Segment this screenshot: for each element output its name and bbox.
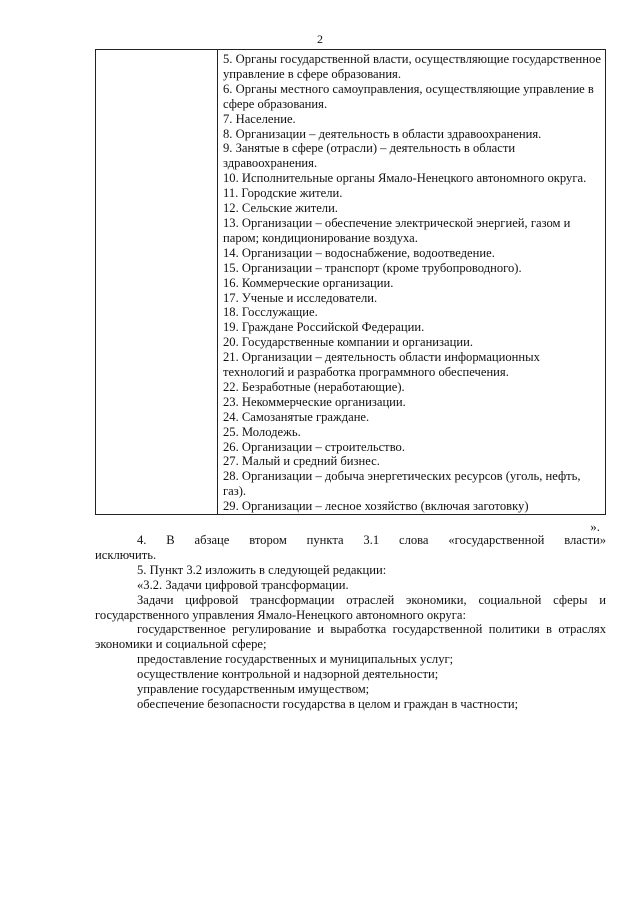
table-item: 13. Организации – обеспечение электрической энергией, газом и паром; кондиционирование воздуха. — [223, 215, 571, 245]
table-item: 15. Организации – транспорт (кроме трубопроводного). — [223, 260, 522, 275]
paragraph-5: 5. Пункт 3.2 изложить в следующей редакции: — [137, 562, 387, 577]
table-item: 19. Граждане Российской Федерации. — [223, 320, 425, 335]
table-item: 27. Малый и средний бизнес. — [223, 454, 380, 469]
table-item: 20. Государственные компании и организации. — [223, 335, 473, 350]
table-item: 14. Организации – водоснабжение, водоотведение. — [223, 245, 495, 260]
table-item: 21. Организации – деятельность области информационных технологий и разработка программного обеспечения. — [223, 350, 540, 380]
document-body — [95, 533, 606, 712]
paragraph-task-property: управление государственным имуществом; — [137, 682, 370, 697]
paragraph-tasks-intro: Задачи цифровой трансформации отраслей экономики, социальной сферы и государственного управления Ямало-Ненецкого автономного округа: — [95, 592, 606, 622]
table-item: 25. Молодежь. — [223, 424, 301, 439]
table-item: 6. Органы местного самоуправления, осуществляющие управление в сфере образования. — [223, 81, 594, 111]
table-item: 7. Население. — [223, 111, 296, 126]
paragraph-4-continuation: исключить. — [95, 547, 157, 562]
page-number: 2 — [317, 32, 323, 46]
table-item: 29. Организации – лесное хозяйство (включая заготовку) — [223, 499, 529, 514]
table-right-cell — [218, 50, 605, 514]
table-item: 16. Коммерческие организации. — [223, 275, 394, 290]
table-item: 11. Городские жители. — [223, 186, 343, 201]
paragraph-task-security: обеспечение безопасности государства в целом и граждан в частности; — [137, 696, 519, 711]
paragraph-task-regulation: государственное регулирование и выработка государственной политики в отраслях экономики и социальной сфере; — [95, 622, 606, 652]
table-item: 8. Организации – деятельность в области здравоохранения. — [223, 126, 542, 141]
table-item: 10. Исполнительные органы Ямало-Ненецкого автономного округа. — [223, 171, 587, 186]
paragraph-quote-heading: «3.2. Задачи цифровой трансформации. — [137, 577, 349, 592]
stakeholder-table — [95, 49, 606, 515]
table-item: 26. Организации – строительство. — [223, 439, 405, 454]
table-item: 18. Госслужащие. — [223, 305, 318, 320]
table-item: 9. Занятые в сфере (отрасли) – деятельность в области здравоохранения. — [223, 141, 516, 171]
paragraph-task-services: предоставление государственных и муниципальных услуг; — [137, 652, 454, 667]
table-item: 28. Организации – добыча энергетических ресурсов (уголь, нефть, газ). — [223, 469, 581, 499]
table-item: 17. Ученые и исследователи. — [223, 290, 378, 305]
table-left-cell — [96, 50, 218, 514]
closing-quote: ». — [590, 519, 600, 534]
paragraph-task-control: осуществление контрольной и надзорной деятельности; — [137, 667, 439, 682]
table-item: 23. Некоммерческие организации. — [223, 394, 406, 409]
paragraph-4: 4. В абзаце втором пункта 3.1 слова «государственной власти» — [137, 533, 606, 547]
table-item: 12. Сельские жители. — [223, 201, 338, 216]
table-item: 5. Органы государственной власти, осуществляющие государственное управление в сфере образования. — [223, 52, 602, 81]
table-item: 24. Самозанятые граждане. — [223, 409, 370, 424]
table-item: 22. Безработные (неработающие). — [223, 379, 405, 394]
